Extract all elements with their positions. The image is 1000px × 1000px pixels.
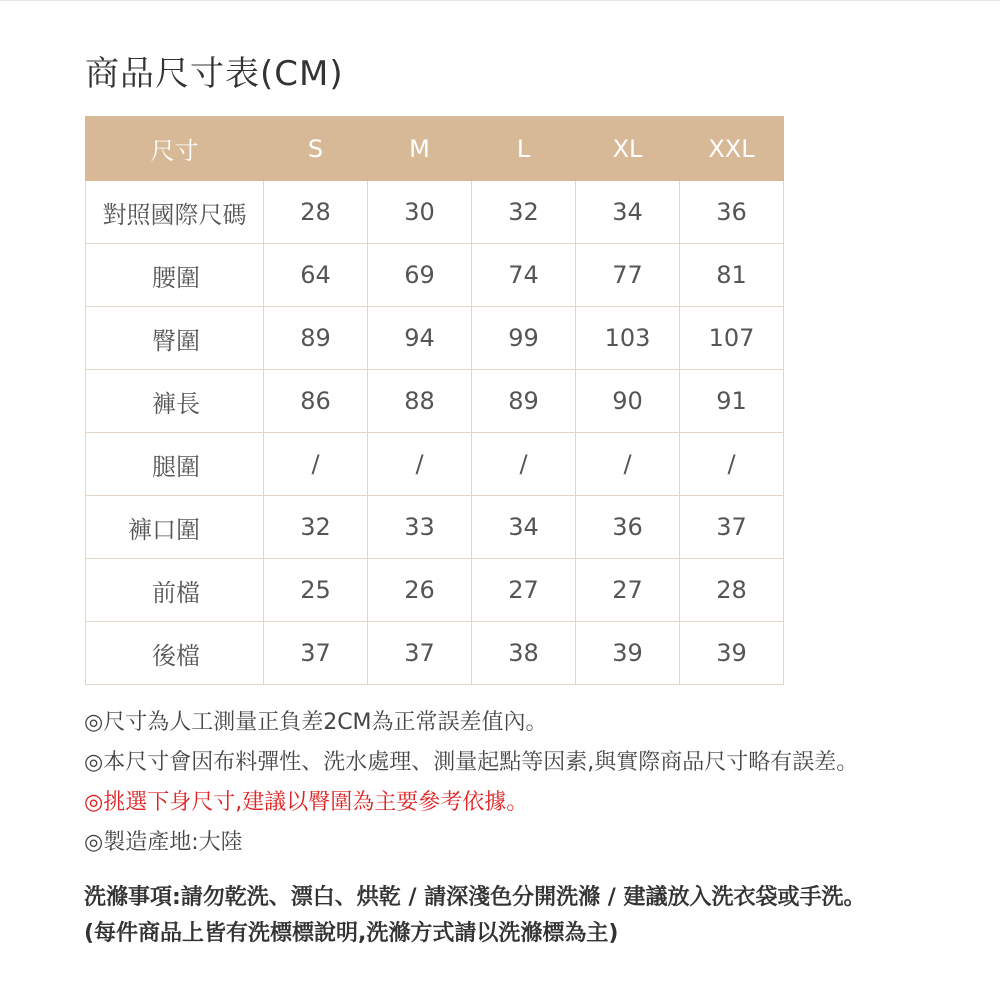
table-cell: 39 bbox=[576, 622, 680, 685]
top-divider bbox=[0, 0, 1000, 1]
header-cell-xl: XL bbox=[576, 117, 680, 181]
page-title: 商品尺寸表(CM) bbox=[85, 54, 344, 94]
table-cell: 77 bbox=[576, 244, 680, 307]
row-label: 腰圍 bbox=[86, 244, 264, 307]
size-chart-table bbox=[85, 116, 784, 685]
table-cell: 37 bbox=[264, 622, 368, 685]
row-label: 對照國際尺碼 bbox=[86, 181, 264, 244]
table-row bbox=[86, 433, 784, 496]
table-cell: 28 bbox=[264, 181, 368, 244]
header-cell-l: L bbox=[472, 117, 576, 181]
table-row bbox=[86, 244, 784, 307]
row-label: 後檔 bbox=[86, 622, 264, 685]
care-instructions bbox=[84, 880, 994, 952]
table-cell: 37 bbox=[680, 496, 784, 559]
row-label: 臀圍 bbox=[86, 307, 264, 370]
table-row bbox=[86, 496, 784, 559]
row-label: 褲口圍 bbox=[86, 496, 264, 559]
table-cell: 81 bbox=[680, 244, 784, 307]
table-cell: 94 bbox=[368, 307, 472, 370]
table-cell: 64 bbox=[264, 244, 368, 307]
table-cell: 33 bbox=[368, 496, 472, 559]
table-cell: 32 bbox=[264, 496, 368, 559]
table-cell: 74 bbox=[472, 244, 576, 307]
table-cell: 37 bbox=[368, 622, 472, 685]
note-measurement-tolerance: ◎尺寸為人工測量正負差2CM為正常誤差值內。 bbox=[84, 710, 548, 735]
table-cell: 88 bbox=[368, 370, 472, 433]
note-sizing-advice: ◎挑選下身尺寸,建議以臀圍為主要參考依據。 bbox=[84, 790, 529, 815]
table-row bbox=[86, 370, 784, 433]
note-origin: ◎製造產地:大陸 bbox=[84, 830, 243, 855]
header-cell-m: M bbox=[368, 117, 472, 181]
care-label-note: (每件商品上皆有洗標標說明,洗滌方式請以洗滌標為主) bbox=[84, 921, 619, 946]
table-header-row bbox=[86, 117, 784, 181]
notes-section bbox=[84, 703, 984, 863]
row-label: 褲長 bbox=[86, 370, 264, 433]
table-row bbox=[86, 181, 784, 244]
table-cell: 30 bbox=[368, 181, 472, 244]
table-cell: 34 bbox=[472, 496, 576, 559]
table-cell: 25 bbox=[264, 559, 368, 622]
header-cell-xxl: XXL bbox=[680, 117, 784, 181]
table-cell: 32 bbox=[472, 181, 576, 244]
table-cell: 27 bbox=[472, 559, 576, 622]
table-cell: 107 bbox=[680, 307, 784, 370]
table-cell: 90 bbox=[576, 370, 680, 433]
table-cell: 91 bbox=[680, 370, 784, 433]
table-cell: 89 bbox=[264, 307, 368, 370]
row-label: 腿圍 bbox=[86, 433, 264, 496]
table-cell: 86 bbox=[264, 370, 368, 433]
table-cell: / bbox=[264, 433, 368, 496]
table-row bbox=[86, 622, 784, 685]
header-cell-s: S bbox=[264, 117, 368, 181]
table-cell: 69 bbox=[368, 244, 472, 307]
note-fabric-variance: ◎本尺寸會因布料彈性、洗水處理、測量起點等因素,與實際商品尺寸略有誤差。 bbox=[84, 750, 859, 775]
table-cell: 103 bbox=[576, 307, 680, 370]
table-cell: 36 bbox=[680, 181, 784, 244]
header-cell-size: 尺寸 bbox=[86, 117, 264, 181]
table-cell: / bbox=[576, 433, 680, 496]
table-row bbox=[86, 559, 784, 622]
table-cell: 36 bbox=[576, 496, 680, 559]
table-row bbox=[86, 307, 784, 370]
care-instructions-line: 洗滌事項:請勿乾洗、漂白、烘乾 / 請深淺色分開洗滌 / 建議放入洗衣袋或手洗。 bbox=[84, 885, 866, 910]
table-cell: 34 bbox=[576, 181, 680, 244]
table-cell: 39 bbox=[680, 622, 784, 685]
table-cell: 99 bbox=[472, 307, 576, 370]
table-cell: 26 bbox=[368, 559, 472, 622]
table-cell: 27 bbox=[576, 559, 680, 622]
table-cell: 38 bbox=[472, 622, 576, 685]
table-cell: / bbox=[368, 433, 472, 496]
table-cell: 89 bbox=[472, 370, 576, 433]
table-cell: / bbox=[472, 433, 576, 496]
table-cell: 28 bbox=[680, 559, 784, 622]
row-label: 前檔 bbox=[86, 559, 264, 622]
table-cell: / bbox=[680, 433, 784, 496]
